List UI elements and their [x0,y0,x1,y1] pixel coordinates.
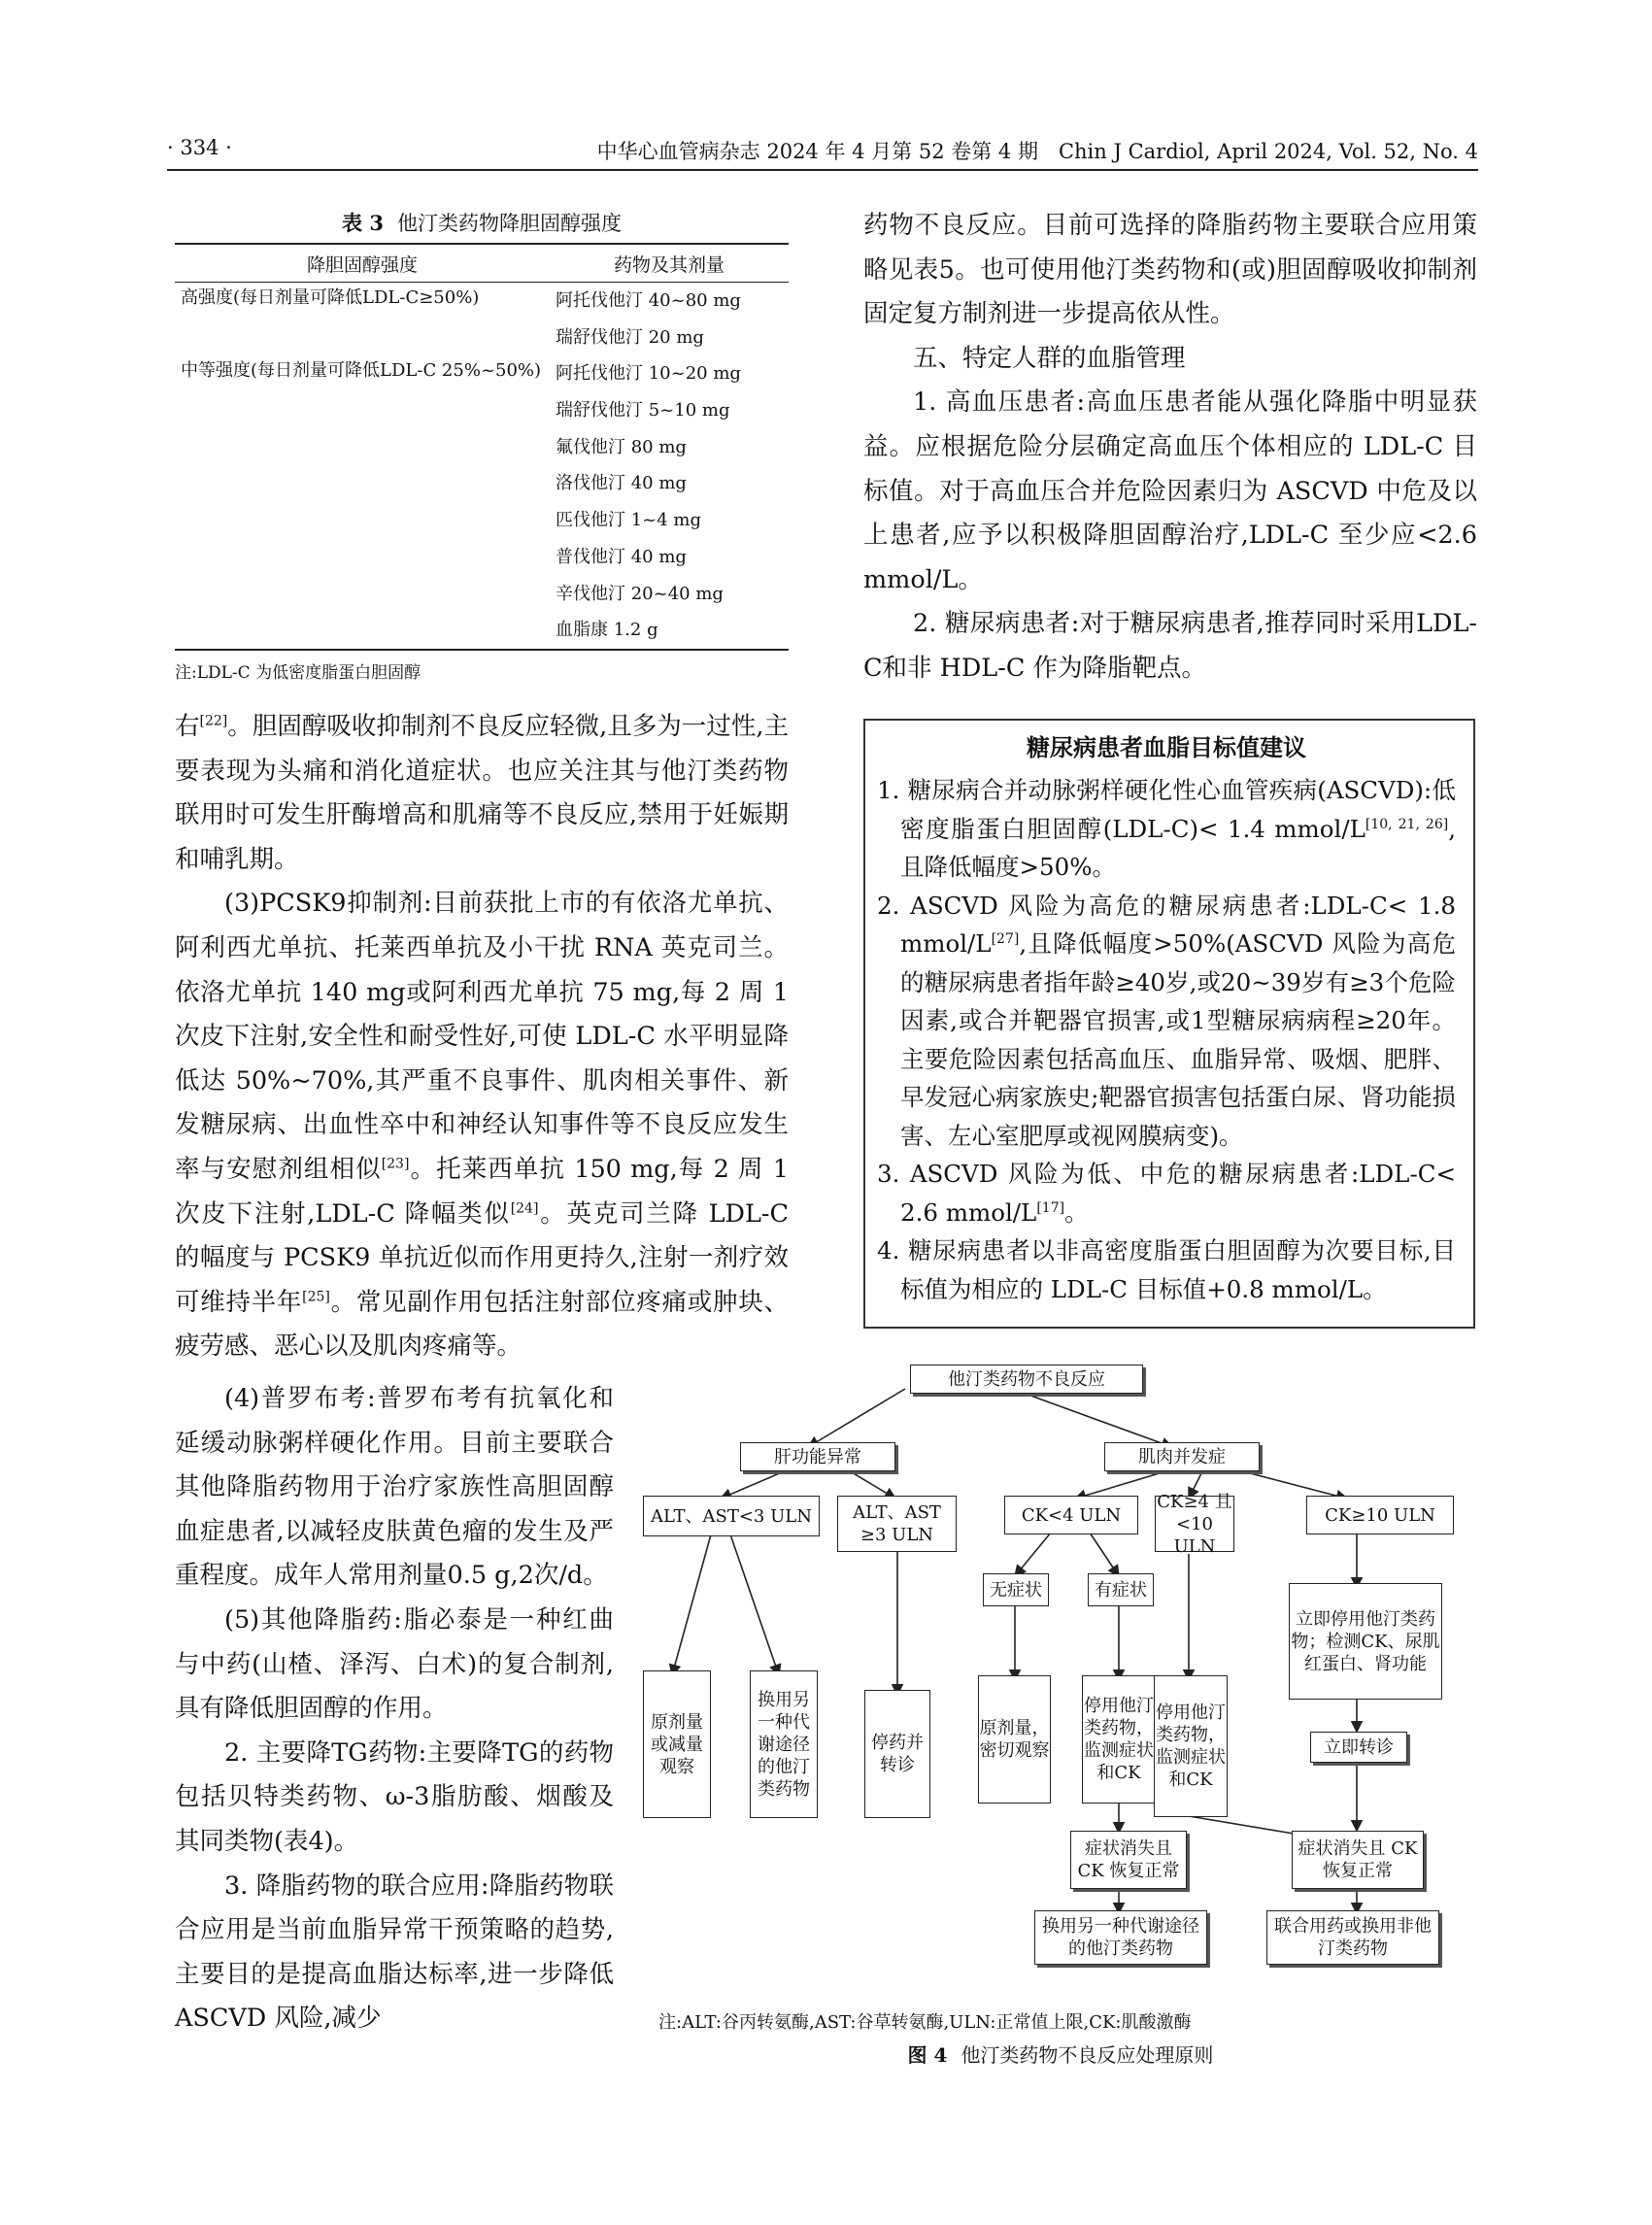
drug-item: 匹伐他汀 1~4 mg [556,510,702,531]
node-resolve-2: 症状消失且 CK 恢复正常 [1292,1831,1424,1889]
node-stop-monitor-2: 停用他汀类药物，监测症状和CK [1154,1675,1228,1817]
node-reduce: 原剂量或减量观察 [643,1670,711,1818]
paragraph-diabetes: 2. 糖尿病患者:对于糖尿病患者,推荐同时采用LDL-C和非 HDL-C 作为降脂靶点。 [863,609,1477,683]
drug-item: 洛伐他汀 40 mg [556,473,687,494]
left-narrow-text [175,1377,614,2041]
table-3 [175,204,789,683]
node-ck10: CK≥10 ULN [1306,1496,1454,1534]
node-alt-high: ALT、AST ≥3 ULN [837,1496,957,1552]
table-caption [175,204,789,243]
node-refer-now: 立即转诊 [1310,1732,1407,1763]
node-switch: 换用另一种代谢途径的他汀类药物 [750,1670,818,1818]
paragraph-other: (5)其他降脂药:脂必泰是一种红曲与中药(山楂、泽泻、白术)的复合制剂,具有降低胆固醇的作用。 [175,1604,614,1724]
node-stop-monitor-1: 停用他汀类药物，监测症状和CK [1082,1675,1156,1804]
figure-note: 注:ALT:谷丙转氨酶,AST:谷草转氨酶,ULN:正常值上限,CK:肌酸激酶 [658,2012,1192,2033]
page-number: · 334 · [167,136,232,159]
drug-item: 普伐他汀 40 mg [556,546,687,567]
paragraph: 药物不良反应。目前可选择的降脂药物主要联合应用策略见表5。也可使用他汀类药物和(或)胆固醇吸收抑制剂固定复方制剂进一步提高依从性。 [863,211,1477,329]
strength-cell: 中等强度(每日剂量可降低LDL-C 25%~50%) [181,360,542,382]
node-alt-low: ALT、AST<3 ULN [643,1496,820,1536]
table-header-row [175,244,789,283]
journal-info: 中华心血管病杂志 2024 年 4 月第 52 卷第 4 期 Chin J Cardiol, April 2024, Vol. 52, No. 4 [596,140,1478,163]
drug-item: 阿托伐他汀 40~80 mg [556,290,741,311]
node-ck4: CK<4 ULN [1004,1496,1138,1534]
strength-cell: 高强度(每日剂量可降低LDL-C≥50%) [181,287,480,308]
table-row [175,283,789,356]
right-column-text [863,204,1477,691]
node-switch-statin: 换用另一种代谢途径的他汀类药物 [1034,1910,1207,1965]
paragraph-pcsk9: (3)PCSK9抑制剂:目前获批上市的有依洛尤单抗、阿利西尤单抗、托莱西单抗及小干扰 RNA 英克司兰。依洛尤单抗 140 mg或阿利西尤单抗 75 mg,每 2 周 1 次皮下注射,安全性和耐受性好,可使 LDL-C 水平明显降低达 50%~70%,其严重不良事件、肌肉相关事件、新发糖尿病、出血性卒中和神经认知事件等不良反应发生率与安慰剂组相似[23]。托莱西单抗 150 mg,每 2 周 1 次皮下注射,LDL-C 降幅类似[24]。英克司兰降 LDL-C 的幅度与 PCSK9 单抗近似而作用更持久,注射一剂疗效可维持半年[25]。常见副作用包括注射部位疼痛或肿块、疲劳感、恶心以及肌肉疼痛等。 [175,889,790,1362]
table-row [175,355,789,650]
node-resolve-1: 症状消失且 CK 恢复正常 [1070,1831,1187,1889]
section-heading: 五、特定人群的血脂管理 [913,343,1186,373]
drug-item: 氟伐他汀 80 mg [556,436,687,457]
drug-item: 辛伐他汀 20~40 mg [556,583,724,604]
node-immediate-stop: 立即停用他汀类药物；检测CK、尿肌红蛋白、肾功能 [1289,1583,1442,1700]
table-label: 表 3 [342,211,384,235]
figure-title: 他汀类药物不良反应处理原则 [961,2043,1214,2067]
node-root: 他汀类药物不良反应 [910,1365,1143,1394]
node-muscle: 肌肉并发症 [1104,1442,1260,1471]
table-title: 他汀类药物降胆固醇强度 [396,212,622,235]
statin-table [175,243,789,651]
drug-item: 瑞舒伐他汀 20 mg [556,326,704,348]
drug-item: 阿托伐他汀 10~20 mg [556,363,741,385]
node-stop-refer: 停药并转诊 [864,1690,930,1818]
drugs-cell [550,283,789,356]
box-item: 4. 糖尿病患者以非高密度脂蛋白胆固醇为次要目标,目标值为相应的 LDL-C 目标值+0.8 mmol/L。 [877,1236,1456,1303]
node-close-observe: 原剂量，密切观察 [978,1675,1051,1804]
paragraph: 右[22]。胆固醇吸收抑制剂不良反应轻微,且多为一过性,主要表现为头痛和消化道症状。也应关注其与他汀类药物联用时可发生肝酶增高和肌痛等不良反应,禁用于妊娠期和哺乳期。 [175,712,789,874]
diabetes-target-box [863,719,1475,1329]
figure-label: 图 4 [907,2043,948,2067]
header-drugs: 药物及其剂量 [550,244,789,283]
drugs-cell [550,355,789,650]
node-ck4-10: CK≥4 且 <10 ULN [1155,1496,1234,1552]
paragraph-probucol: (4)普罗布考:普罗布考有抗氧化和延缓动脉粥样硬化作用。目前主要联合其他降脂药物用于治疗家族性高胆固醇血症患者,以减轻皮肤黄色瘤的发生及严重程度。成年人常用剂量0.5 g,2次/d。 [175,1384,614,1591]
box-title: 糖尿病患者血脂目标值建议 [1027,734,1306,761]
header-strength: 降胆固醇强度 [175,244,550,283]
page-header [167,136,1478,171]
paragraph-combination: 3. 降脂药物的联合应用:降脂药物联合应用是当前血脂异常干预策略的趋势,主要目的是提高血脂达标率,进一步降低 ASCVD 风险,减少 [175,1871,614,2034]
paragraph-hypertension: 1. 高血压患者:高血压患者能从强化降脂中明显获益。应根据危险分层确定高血压个体相应的 LDL-C 目标值。对于高血压合并危险因素归为 ASCVD 中危及以上患者,应予以积极降胆固醇治疗,LDL-C 至少应<2.6 mmol/L。 [863,388,1477,594]
node-symptom: 有症状 [1088,1573,1154,1606]
node-combine: 联合用药或换用非他汀类药物 [1266,1910,1439,1965]
drug-item: 瑞舒伐他汀 5~10 mg [556,400,730,421]
node-liver: 肝功能异常 [740,1442,895,1471]
paragraph-tg: 2. 主要降TG药物:主要降TG的药物包括贝特类药物、ω-3脂肪酸、烟酸及其同类物(表4)。 [175,1737,614,1856]
drug-item: 血脂康 1.2 g [556,620,658,641]
left-column-text [175,705,789,1369]
figure-caption [643,2040,1478,2068]
table-note: 注:LDL-C 为低密度脂蛋白胆固醇 [175,662,421,683]
box-item: 3. ASCVD 风险为低、中危的糖尿病患者:LDL-C< 2.6 mmol/L[17]。 [877,1160,1456,1227]
node-no-symptom: 无症状 [983,1573,1049,1606]
box-item: 1. 糖尿病合并动脉粥样硬化性心血管疾病(ASCVD):低密度脂蛋白胆固醇(LDL-C)< 1.4 mmol/L[10, 21, 26],且降低幅度>50%。 [877,776,1457,881]
flowchart-figure-4 [643,1365,1478,1996]
box-item: 2. ASCVD 风险为高危的糖尿病患者:LDL-C< 1.8 mmol/L[27],且降低幅度>50%(ASCVD 风险为高危的糖尿病患者指年龄≥40岁,或20~39岁有≥3个危险因素,或合并靶器官损害,或1型糖尿病病程≥20年。主要危险因素包括高血压、血脂异常、吸烟、肥胖、早发冠心病家族史;靶器官损害包括蛋白尿、肾功能损害、左心室肥厚或视网膜病变)。 [877,891,1456,1150]
